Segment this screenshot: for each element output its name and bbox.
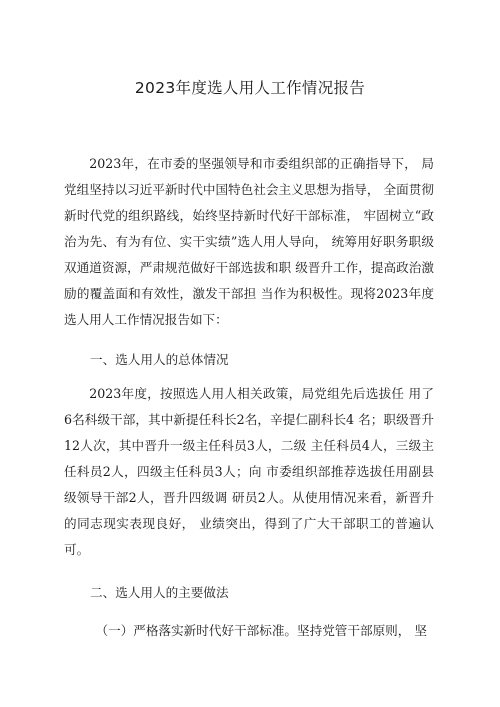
intro-paragraph-block — [64, 151, 434, 333]
section-2-block — [64, 618, 434, 644]
intro-paragraph: 2023年，在市委的坚强领导和市委组织部的正确指导下， 局党组坚持以习近平新时代中国特色社会主义思想为指导， 全面贯彻新时代党的组织路线，始终坚持新时代好干部标准， 牢固树立“政治为先、有为有位、实干实绩”选人用人导向， 统筹用好职务职级双通道资源，严肃规范做好干部选拔和职 级晋升工作，提高政治激励的覆盖面和有效性，激发干部担 当作为积极性。现将2023年度选人用人工作情况报告如下： — [64, 156, 434, 327]
section-2-subsection-1: （一）严格落实新时代好干部标准。坚持党管干部原则， 坚 — [95, 623, 427, 638]
section-1-heading: 一、选人用人的总体情况 — [90, 352, 229, 367]
section-2-heading: 二、选人用人的主要做法 — [90, 585, 229, 600]
document-title: 2023年度选人用人工作情况报告 — [134, 79, 366, 97]
section-1-paragraph: 2023年度，按照选人用人相关政策，局党组先后选拔任 用了 6名科级干部，其中新提任科长2名，辛提仁副科长4 名；职级晋升12人次，其中晋升一级主任科员3人，二级 主任科员4人，三级主任科员2人，四级主任科员3人；向 市委组织部推荐选拔任用副县级领导干部2人，晋升四级调 研员2人。从使用情况来看，新晋升的同志现实表现良好， 业绩突出，得到了广大干部职工的普遍认可。 — [64, 386, 434, 557]
section-1-block — [64, 381, 434, 563]
